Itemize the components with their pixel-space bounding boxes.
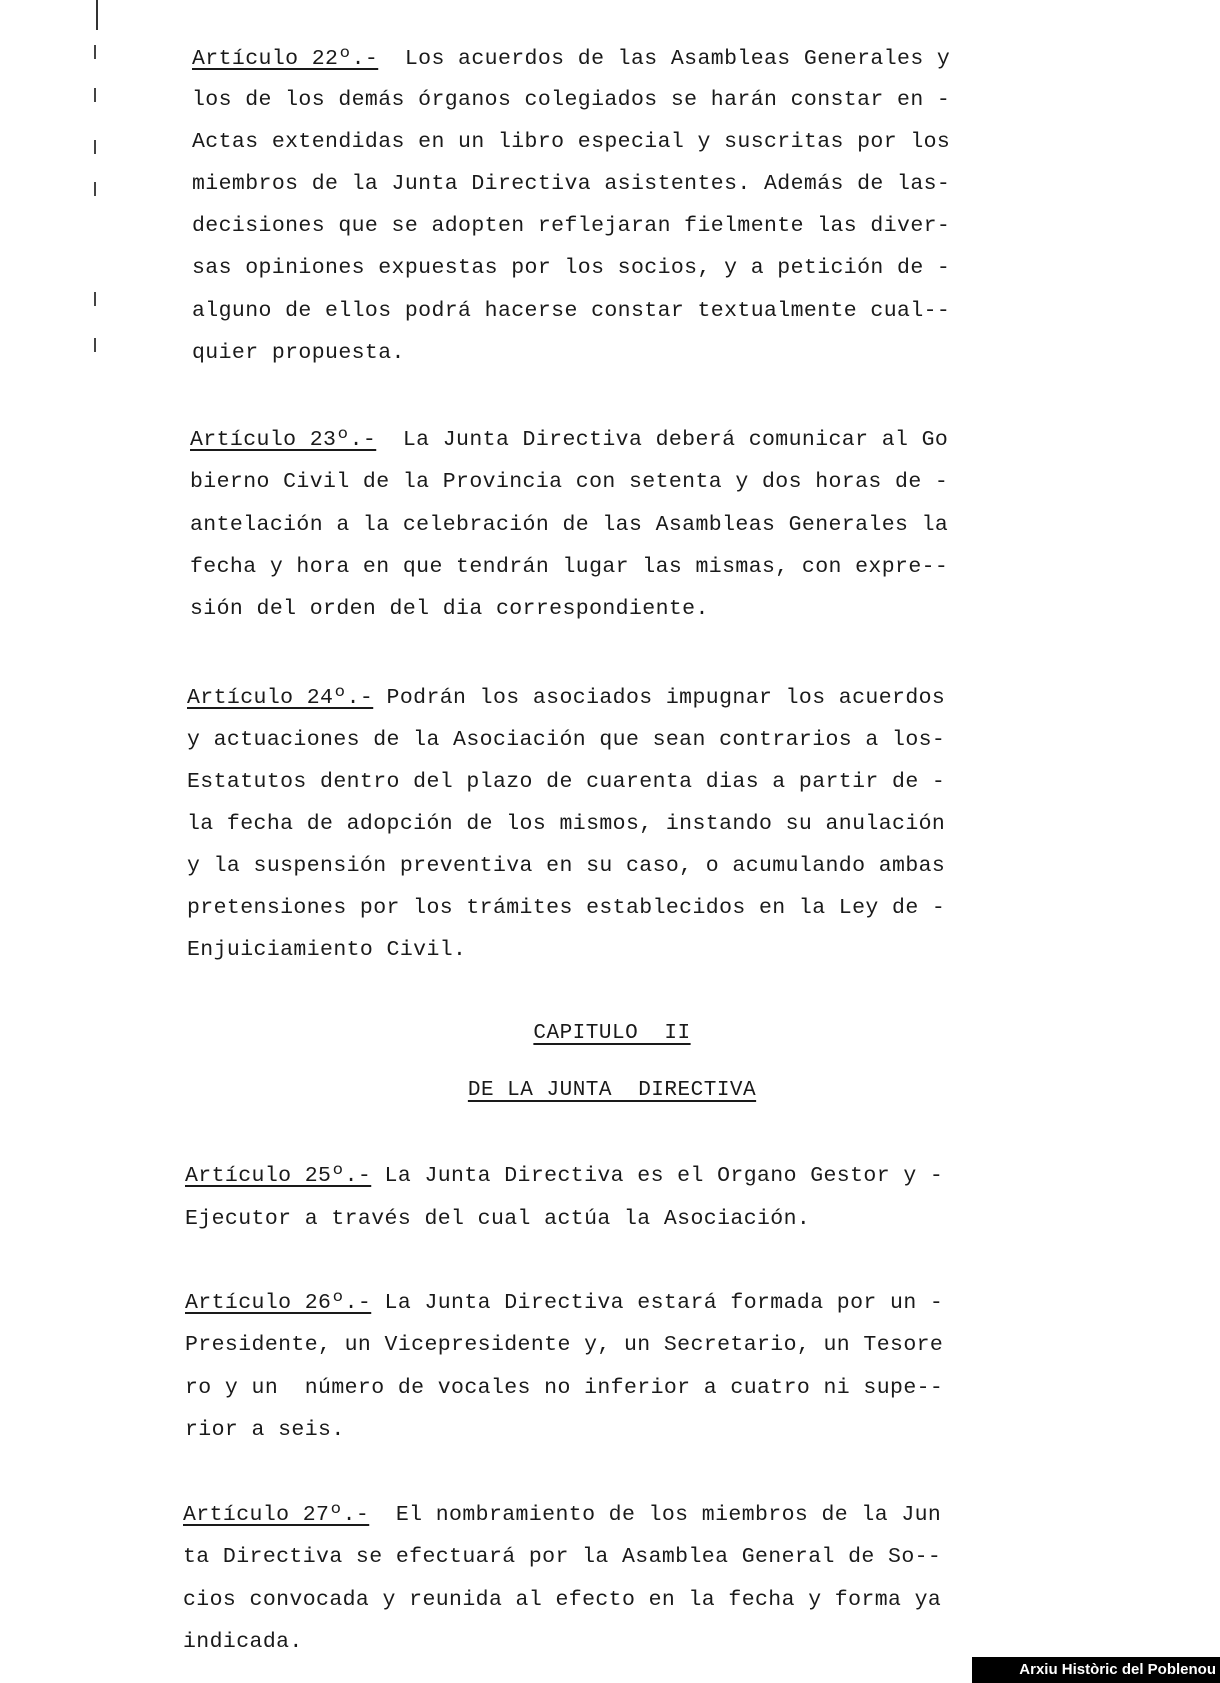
article-heading: Artículo 22º.-	[192, 47, 379, 71]
article-line	[185, 1164, 943, 1188]
scan-edge-mark	[94, 88, 96, 102]
archive-watermark: Arxiu Històric del Poblenou	[972, 1657, 1220, 1683]
article-line: indicada.	[183, 1630, 303, 1654]
scan-edge-mark	[94, 292, 96, 306]
article-line: rior a seis.	[185, 1418, 345, 1442]
article-line	[190, 428, 948, 452]
article-line: quier propuesta.	[192, 341, 405, 365]
scan-edge-mark	[94, 338, 96, 352]
article-line: los de los demás órganos colegiados se harán constar en -	[192, 88, 951, 112]
article-line: alguno de ellos podrá hacerse constar textualmente cual--	[192, 299, 951, 323]
article-text: Podrán los asociados impugnar los acuerdos	[373, 686, 946, 710]
article-line: y la suspensión preventiva en su caso, o acumulando ambas	[187, 854, 946, 878]
scan-edge-mark	[94, 182, 96, 196]
article-line: Presidente, un Vicepresidente y, un Secretario, un Tesore	[185, 1333, 944, 1357]
article-line: y actuaciones de la Asociación que sean contrarios a los-	[187, 728, 946, 752]
article-line: antelación a la celebración de las Asambleas Generales la	[190, 513, 949, 537]
article-line: Actas extendidas en un libro especial y suscritas por los	[192, 130, 951, 154]
article-line: bierno Civil de la Provincia con setenta y dos horas de -	[190, 470, 949, 494]
article-line: decisiones que se adopten reflejaran fielmente las diver-	[192, 214, 951, 238]
article-line: miembros de la Junta Directiva asistentes. Además de las-	[192, 172, 951, 196]
article-line: pretensiones por los trámites establecidos en la Ley de -	[187, 896, 946, 920]
article-line: sión del orden del dia correspondiente.	[190, 597, 709, 621]
article-line: ta Directiva se efectuará por la Asamblea General de So--	[183, 1545, 942, 1569]
article-heading: Artículo 24º.-	[187, 686, 374, 710]
article-heading: Artículo 25º.-	[185, 1164, 372, 1188]
article-line: la fecha de adopción de los mismos, instando su anulación	[187, 812, 946, 836]
article-line: cios convocada y reunida al efecto en la fecha y forma ya	[183, 1588, 942, 1612]
scan-edge-mark	[94, 45, 96, 59]
article-line: ro y un número de vocales no inferior a cuatro ni supe--	[185, 1376, 944, 1400]
article-text: La Junta Directiva deberá comunicar al Go	[376, 428, 949, 452]
article-line: Estatutos dentro del plazo de cuarenta dias a partir de -	[187, 770, 946, 794]
article-text: La Junta Directiva estará formada por un -	[371, 1291, 944, 1315]
article-heading: Artículo 27º.-	[183, 1503, 370, 1527]
article-text: El nombramiento de los miembros de la Jun	[369, 1503, 942, 1527]
article-line: Ejecutor a través del cual actúa la Asociación.	[185, 1207, 811, 1231]
article-line: Enjuiciamiento Civil.	[187, 938, 467, 962]
article-line: sas opiniones expuestas por los socios, y a petición de -	[192, 256, 951, 280]
article-line	[183, 1503, 941, 1527]
article-line	[185, 1291, 943, 1315]
article-line	[192, 47, 950, 71]
scan-edge-line	[96, 0, 98, 30]
chapter-number: CAPITULO II	[533, 1022, 691, 1045]
scan-edge-mark	[94, 140, 96, 154]
chapter-title: DE LA JUNTA DIRECTIVA	[467, 1079, 757, 1102]
article-text: La Junta Directiva es el Organo Gestor y -	[371, 1164, 944, 1188]
article-line	[187, 686, 945, 710]
article-text: Los acuerdos de las Asambleas Generales y	[378, 47, 951, 71]
article-heading: Artículo 23º.-	[190, 428, 377, 452]
article-heading: Artículo 26º.-	[185, 1291, 372, 1315]
article-line: fecha y hora en que tendrán lugar las mismas, con expre--	[190, 555, 949, 579]
